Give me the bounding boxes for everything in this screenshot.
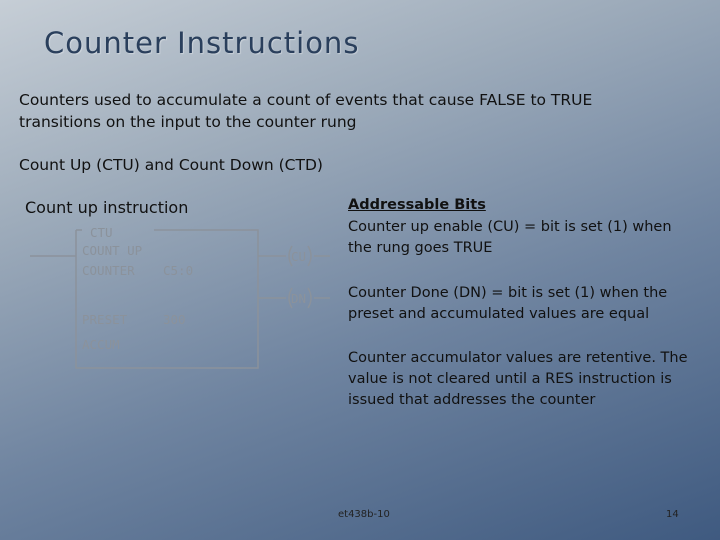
ctu-ladder-diagram bbox=[30, 222, 330, 372]
slide-title: Counter Instructions bbox=[44, 26, 360, 60]
preset-value: 300 bbox=[163, 312, 186, 327]
count-up-text: COUNT UP bbox=[82, 243, 143, 258]
count-up-instruction-label: Count up instruction bbox=[25, 198, 189, 217]
page-number: 14 bbox=[666, 509, 679, 520]
ctu-ctd-text: Count Up (CTU) and Count Down (CTD) bbox=[19, 156, 323, 174]
ctu-block-title: CTU bbox=[90, 225, 113, 240]
cu-description: Counter up enable (CU) = bit is set (1) when the rung goes TRUE bbox=[348, 219, 672, 256]
counter-value: C5:0 bbox=[163, 263, 194, 278]
dn-bit-label: DN bbox=[291, 291, 307, 306]
preset-label: PRESET bbox=[82, 312, 128, 327]
accum-label: ACCUM bbox=[82, 337, 120, 352]
footer-course-code: et438b-10 bbox=[338, 509, 390, 520]
counter-label: COUNTER bbox=[82, 263, 135, 278]
dn-coil-right bbox=[308, 288, 311, 308]
cu-bit-label: CU bbox=[291, 249, 307, 264]
intro-text: Counters used to accumulate a count of events that cause FALSE to TRUE transitions on the input to the counter rung bbox=[19, 91, 593, 131]
addressable-bits-heading: Addressable Bits bbox=[348, 197, 486, 213]
cu-coil-right bbox=[308, 246, 311, 266]
dn-description: Counter Done (DN) = bit is set (1) when the preset and accumulated values are equal bbox=[348, 285, 668, 322]
accumulator-description: Counter accumulator values are retentive. The value is not cleared until a RES instruction is issued that addresses the counter bbox=[348, 350, 688, 408]
